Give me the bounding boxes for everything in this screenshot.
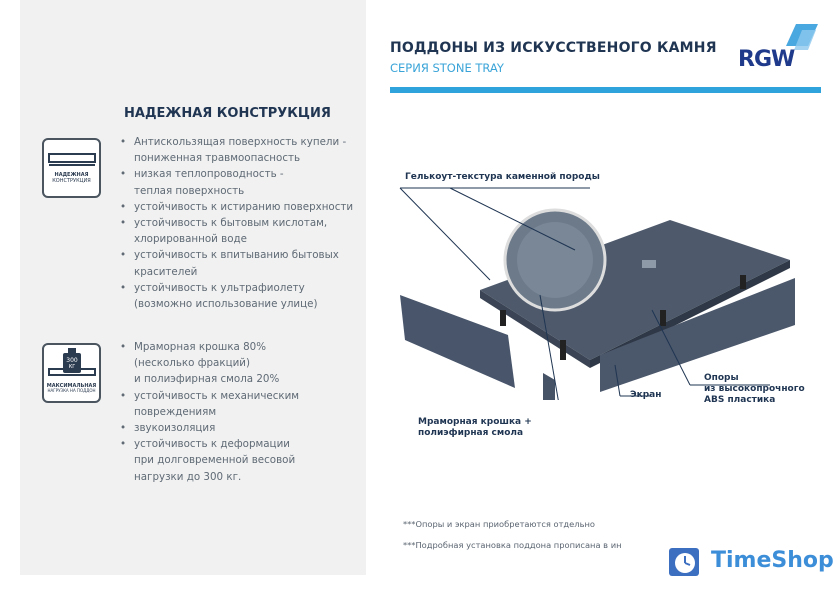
- feature-item: [120, 339, 299, 388]
- feature-line: красителей: [134, 265, 198, 278]
- marble-label: [418, 417, 532, 439]
- feature-item: [120, 420, 299, 436]
- feature-item: [120, 388, 299, 420]
- feature-line: повреждениям: [134, 405, 217, 418]
- feature-line: (возможно использование улице): [134, 298, 318, 311]
- tray-icon: [47, 148, 97, 170]
- feature-item: [120, 280, 353, 312]
- feature-line: • звукоизоляция: [134, 422, 216, 435]
- features-heading: НАДЕЖНАЯ КОНСТРУКЦИЯ: [124, 106, 331, 121]
- feature-line: (несколько фракций): [134, 357, 250, 370]
- features-list-2: [120, 339, 299, 485]
- feature-item: [120, 215, 353, 247]
- feature-line: • низкая теплопроводность -: [134, 168, 284, 181]
- feature-line: • устойчивость к бытовым кислотам,: [134, 217, 328, 230]
- supports-line3: ABS пластика: [704, 395, 776, 405]
- feature-line: пониженная травмоопасность: [134, 152, 301, 165]
- weight-icon: [47, 347, 97, 381]
- max-load-badge: [42, 343, 101, 403]
- feature-item: [120, 134, 353, 166]
- feature-item: [120, 436, 299, 485]
- marble-label-line1: Мраморная крошка +: [418, 417, 532, 427]
- feature-item: [120, 199, 353, 215]
- weight-unit: КГ: [68, 364, 75, 370]
- page-title: ПОДДОНЫ ИЗ ИСКУССТВЕНОГО КАМНЯ: [390, 40, 717, 56]
- tray-diagram: [390, 160, 820, 400]
- supports-line2: из высокопрочного: [704, 384, 805, 394]
- feature-line: • устойчивость к механическим: [134, 389, 300, 402]
- badge-line2: КОНСТРУКЦИЯ: [52, 178, 91, 184]
- feature-line: • устойчивость к деформации: [134, 438, 290, 451]
- timeshop-watermark: [665, 540, 834, 580]
- feature-line: нагрузки до 300 кг.: [134, 470, 242, 483]
- header-divider: [390, 87, 821, 93]
- feature-line: и полиэфирная смола 20%: [134, 373, 280, 386]
- page-subtitle: СЕРИЯ STONE TRAY: [390, 61, 504, 75]
- feature-line: при долговременной весовой: [134, 454, 296, 467]
- construction-badge: [42, 138, 101, 198]
- badge-line2: НАГРУЗКА НА ПОДДОН: [47, 388, 96, 393]
- supports-line1: Опоры: [704, 373, 739, 383]
- screen-label: Экран: [630, 390, 662, 400]
- note-1: ***Опоры и экран приобретаются отдельно: [403, 519, 595, 529]
- feature-item: [120, 166, 353, 198]
- rgw-logo: RGW: [738, 47, 795, 72]
- feature-line: • устойчивость к впитыванию бытовых: [134, 249, 339, 262]
- feature-line: • устойчивость к истиранию поверхности: [134, 200, 354, 213]
- clock-bag-icon: [665, 540, 707, 580]
- feature-line: теплая поверхность: [134, 184, 245, 197]
- features-list-1: [120, 134, 353, 312]
- marble-label-line2: полиэфирная смола: [418, 428, 524, 438]
- supports-label: [704, 373, 805, 406]
- feature-line: • Антискользящая поверхность купели -: [134, 136, 347, 148]
- timeshop-text: TimeShop: [711, 547, 834, 573]
- gelcoat-label: Гелькоут-текстура каменной породы: [405, 172, 600, 182]
- feature-line: • устойчивость к ультрафиолету: [134, 281, 305, 294]
- feature-item: [120, 247, 353, 279]
- feature-line: хлорированной воде: [134, 233, 247, 246]
- badge-line1: НАДЕЖНАЯ: [54, 172, 89, 178]
- badge-line1: МАКСИМАЛЬНАЯ: [46, 383, 97, 389]
- weight-value: 300: [65, 357, 78, 364]
- note-2: ***Подробная установка поддона прописана в ин: [403, 540, 622, 550]
- feature-line: • Мраморная крошка 80%: [134, 341, 267, 353]
